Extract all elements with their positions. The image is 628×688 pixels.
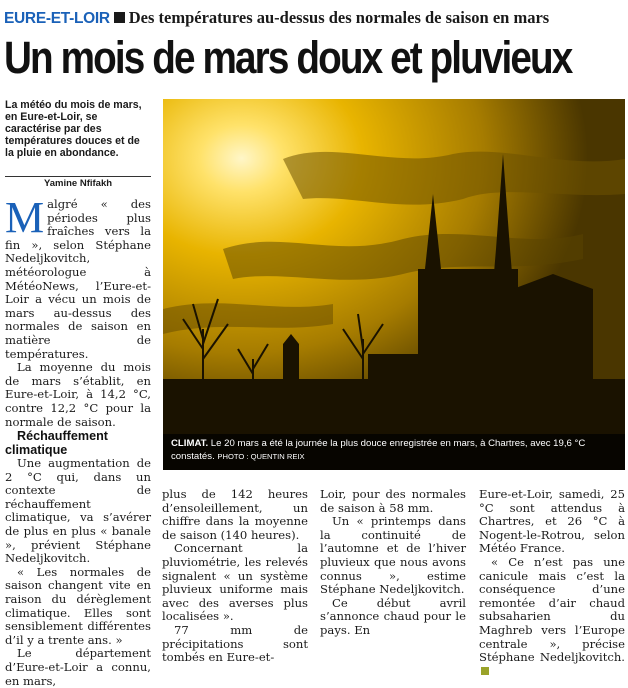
article-paragraph: 77 mm de précipitations sont tombés en Eure-et- bbox=[162, 622, 308, 665]
paragraph-text: algré « des périodes plus fraîches vers la fin », selon Stéphane Nedeljkovitch, météorologue à MétéoNews, l’Eure-et-Loir a vécu un mois de mars au-dessus des normales de saison en matière de températures. bbox=[5, 197, 151, 361]
section-subhead: Réchauffement climatique bbox=[5, 429, 108, 458]
cathedral-photo bbox=[163, 99, 625, 470]
article-paragraph: Loir, pour des normales de saison à 58 mm. bbox=[320, 487, 466, 515]
article-paragraph: plus de 142 heures d’ensoleillement, un chiffre dans la moyenne de saison (140 heures). bbox=[162, 487, 308, 542]
kicker-line bbox=[4, 7, 624, 29]
caption-text: Le 20 mars a été la journée la plus douce enregistrée en mars, à Chartres, avec 19,6 °C constatés. bbox=[171, 438, 586, 462]
paragraph-text: « Ce n’est pas une canicule mais c’est la conséquence d’une remontée d’air chaud subsaharien du Maghreb vers l’Europe centrale », précise Stéphane Nedeljkovitch. bbox=[479, 554, 625, 665]
photo-credit: PHOTO : QUENTIN REIX bbox=[217, 452, 305, 461]
article-paragraph: Un « printemps dans la continuité de l’automne et de l’hiver pluvieux que nous avons connus », estime Stéphane Nedeljkovitch. bbox=[320, 514, 466, 597]
article-paragraph: Eure-et-Loir, samedi, 25 °C sont attendus à Chartres, et 26 °C à Nogent-le-Rotrou, selon Météo France. bbox=[479, 487, 625, 556]
article-paragraph: Ce début avril s’annonce chaud pour le pays. En bbox=[320, 595, 466, 637]
article-paragraph: « Les normales de saison changent vite en raison du dérèglement climatique. Elles sont sensiblement différentes d’il y a trente ans. » bbox=[5, 564, 151, 647]
article-paragraph: Une augmentation de 2 °C qui, dans un contexte de réchauffement climatique, va s’avérer de plus en plus « banale », prévient Stéphane Nedeljkovitch. bbox=[5, 456, 151, 566]
drop-cap: M bbox=[5, 193, 45, 242]
article-paragraph bbox=[479, 556, 625, 678]
article-paragraph: Concernant la pluviométrie, les relevés signalent « un système pluvieux uniforme mais avec des averses plus localisées ». bbox=[162, 541, 308, 624]
article-column-2 bbox=[162, 488, 308, 665]
end-of-article-icon bbox=[481, 667, 489, 675]
byline: Yamine Nfifakh bbox=[43, 178, 113, 189]
caption-label: CLIMAT. bbox=[171, 438, 209, 449]
article-column-3 bbox=[320, 488, 466, 638]
article-column-1 bbox=[5, 193, 151, 688]
article-column-4 bbox=[479, 488, 625, 678]
article-paragraph: La moyenne du mois de mars s’établit, en Eure-et-Loir, à 14,2 °C, contre 12,2 °C pour la normale de saison. bbox=[5, 360, 151, 429]
article-paragraph: Le département d’Eure-et-Loir a connu, en mars, bbox=[5, 646, 151, 688]
photo-caption bbox=[163, 434, 625, 470]
section-rubric: EURE-ET-LOIR bbox=[4, 10, 110, 27]
headline: Un mois de mars doux et pluvieux bbox=[4, 32, 572, 83]
subtitle: Des températures au-dessus des normales de saison en mars bbox=[128, 8, 550, 27]
cathedral-sunset-illustration bbox=[163, 99, 625, 470]
square-bullet-icon bbox=[114, 12, 125, 23]
lead-paragraph: La météo du mois de mars, en Eure-et-Loir, se caractérise par des températures douces et de la pluie en abondance. bbox=[5, 99, 142, 159]
article-paragraph bbox=[5, 193, 151, 361]
byline-rule bbox=[5, 176, 151, 177]
